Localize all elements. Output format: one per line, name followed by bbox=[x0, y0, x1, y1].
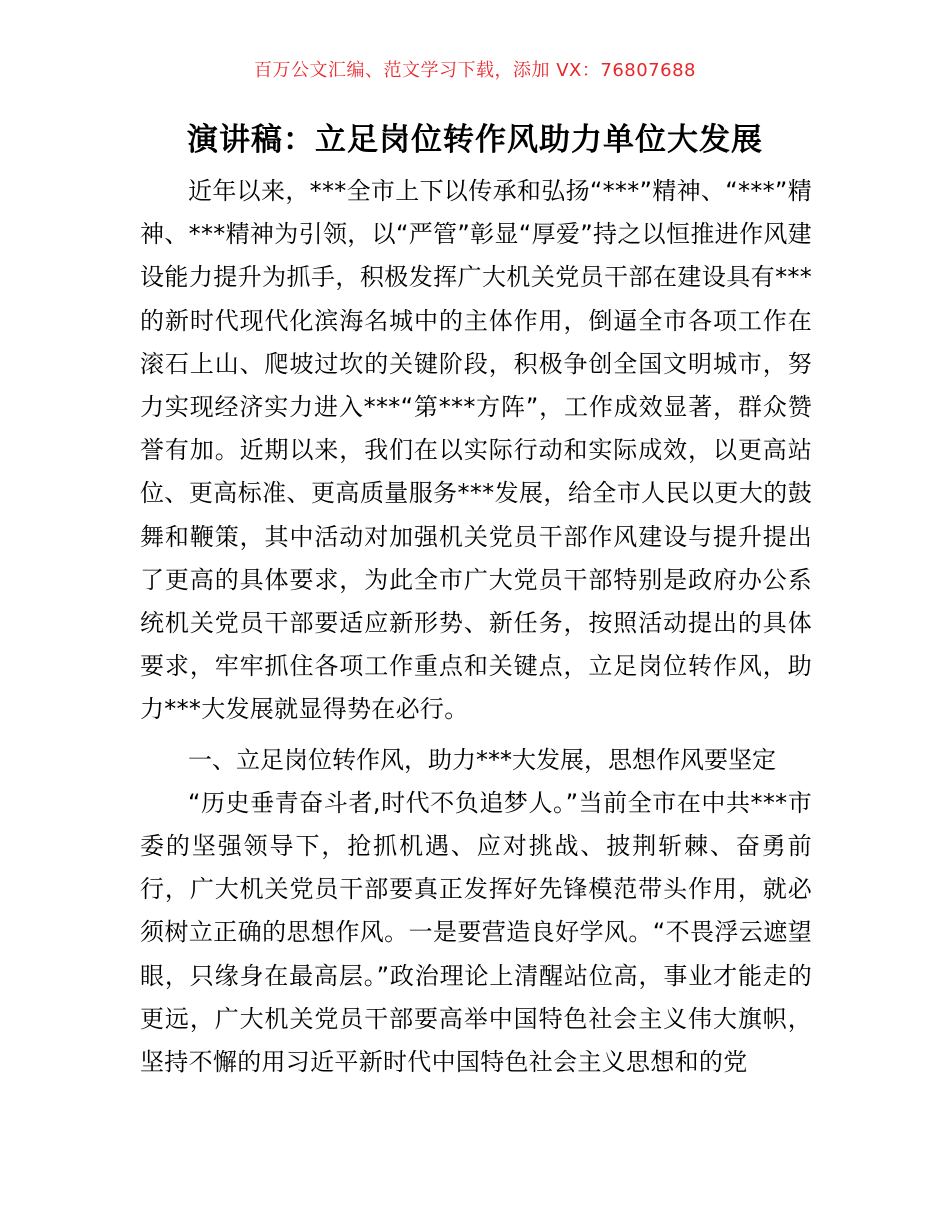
header-watermark: 百万公文汇编、范文学习下载，添加 VX：76807688 bbox=[254, 60, 696, 81]
section-heading: 一、立足岗位转作风，助力***大发展，思想作风要坚定 bbox=[188, 745, 776, 774]
document-title: 演讲稿：立足岗位转作风助力单位大发展 bbox=[187, 122, 763, 158]
section-paragraph: “历史垂青奋斗者,时代不负追梦人。”当前全市在中共***市委的坚强领导下，抢抓机遇、应对挑战、披荆斩棘、奋勇前行，广大机关党员干部要真正发挥好先锋模范带头作用，就必须树立正确的思想作风。一是要营造良好学风。“不畏浮云遮望眼，只缘身在最高层。”政治理论上清醒站位高，事业才能走的更远，广大机关党员干部要高举中国特色社会主义伟大旗帜，坚持不懈的用习近平新时代中国特色社会主义思想和的党 bbox=[140, 788, 812, 1077]
intro-paragraph: 近年以来，***全市上下以传承和弘扬“***”精神、“***”精神、***精神为引领，以“严管”彰显“厚爱”持之以恒推进作风建设能力提升为抓手，积极发挥广大机关党员干部在建设具有***的新时代现代化滨海名城中的主体作用，倒逼全市各项工作在滚石上山、爬坡过坎的关键阶段，积极争创全国文明城市，努力实现经济实力进入***“第***方阵”，工作成效显著，群众赞誉有加。近期以来，我们在以实际行动和实际成效，以更高站位、更高标准、更高质量服务***发展，给全市人民以更大的鼓舞和鞭策，其中活动对加强机关党员干部作风建设与提升提出了更高的具体要求，为此全市广大党员干部特别是政府办公系统机关党员干部要适应新形势、新任务，按照活动提出的具体要求，牢牢抓住各项工作重点和关键点，立足岗位转作风，助力***大发展就显得势在必行。 bbox=[140, 177, 812, 724]
document-body bbox=[140, 170, 812, 1084]
